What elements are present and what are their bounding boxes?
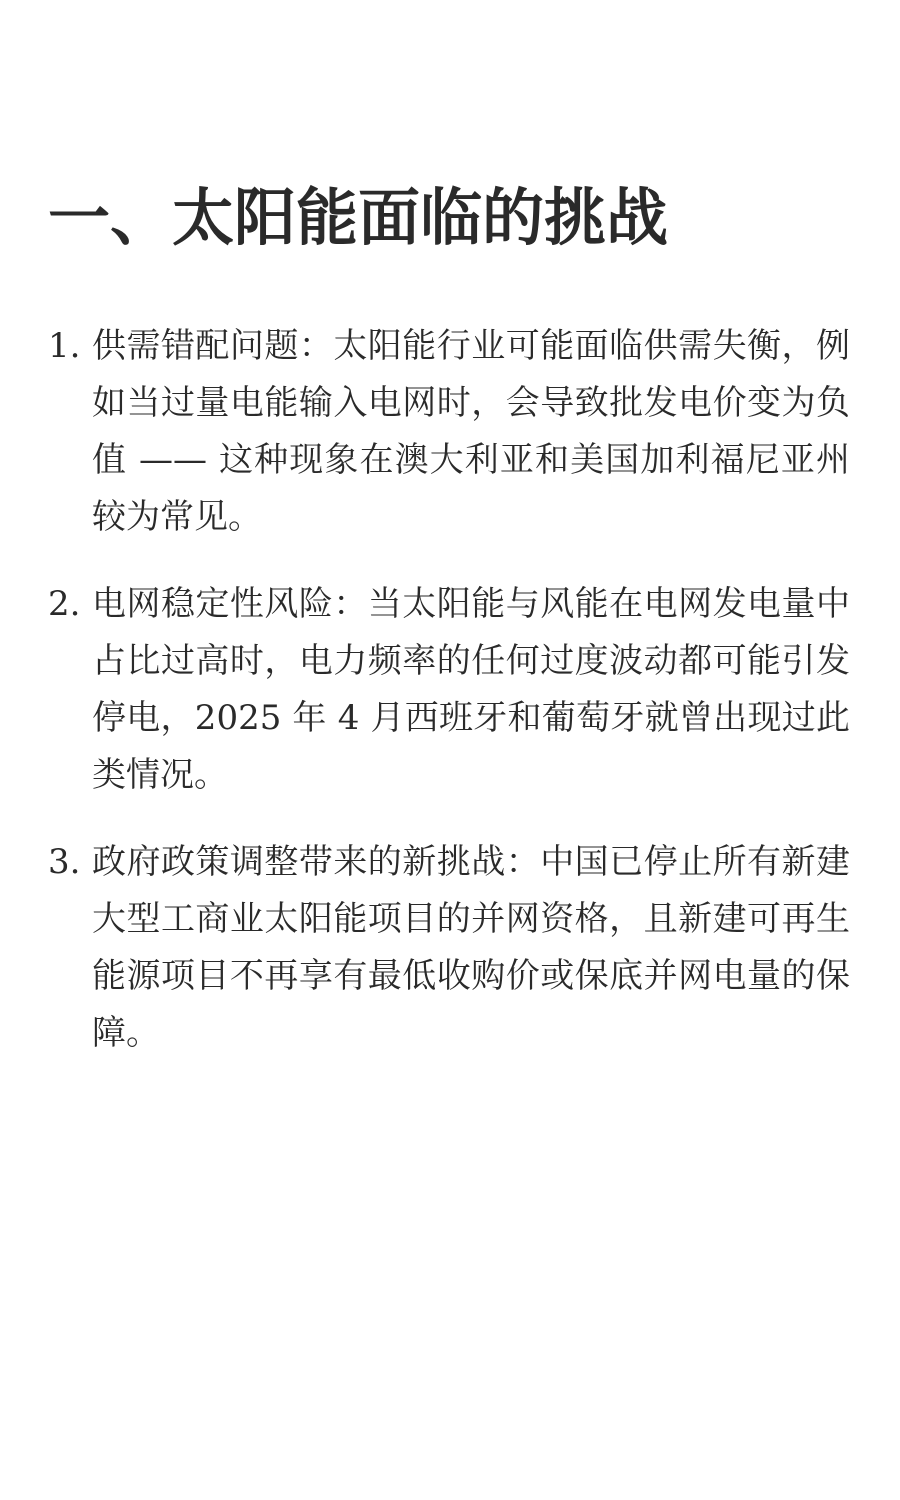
list-item xyxy=(48,834,850,1062)
list-item-number: 1. xyxy=(48,326,81,366)
list-item-number: 3. xyxy=(48,842,81,882)
list-item-text: 政府政策调整带来的新挑战：中国已停止所有新建大型工商业太阳能项目的并网资格，且新建可再生能源项目不再享有最低收购价或保底并网电量的保障。 xyxy=(92,842,850,1053)
challenge-list xyxy=(48,318,850,1092)
list-item-text: 电网稳定性风险：当太阳能与风能在电网发电量中占比过高时，电力频率的任何过度波动都可能引发停电，2025 年 4 月西班牙和葡萄牙就曾出现过此类情况。 xyxy=(92,584,850,795)
list-item-text: 供需错配问题：太阳能行业可能面临供需失衡，例如当过量电能输入电网时，会导致批发电价变为负值 —— 这种现象在澳大利亚和美国加利福尼亚州较为常见。 xyxy=(92,326,850,537)
list-item-number: 2. xyxy=(48,584,81,624)
list-item xyxy=(48,576,850,804)
list-item xyxy=(48,318,850,546)
page-title: 一、太阳能面临的挑战 xyxy=(48,181,669,254)
